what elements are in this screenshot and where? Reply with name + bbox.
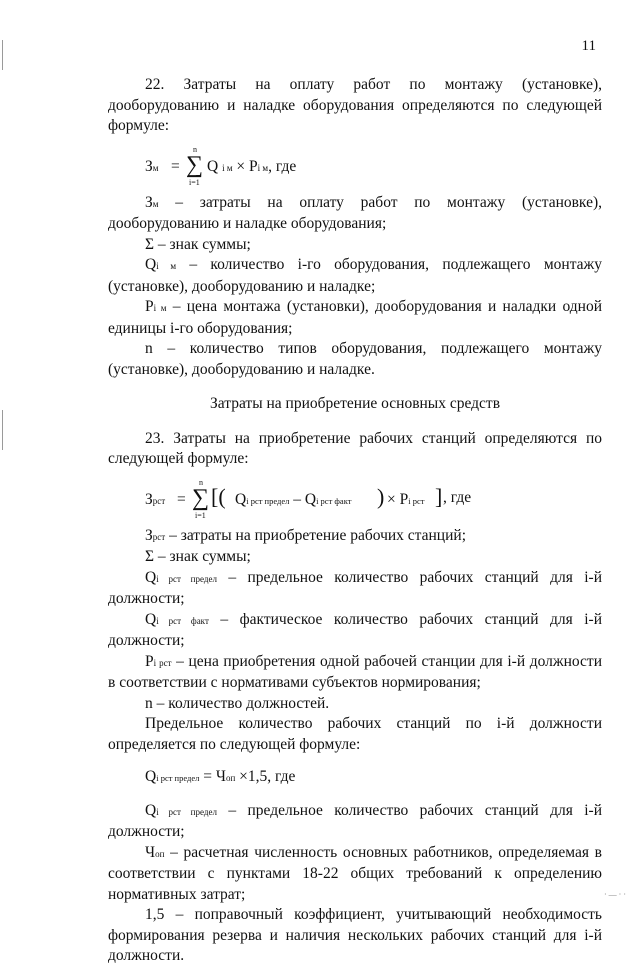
scan-edge-mark-middle [2,410,3,450]
formula-workstation-limit: Qi рст предел = Чоп ×1,5, где [145,768,296,785]
formula-open-bracket: [( [211,483,226,509]
section-23-intro: 23. Затраты на приобретение рабочих станций определяются по следующей формуле: [108,429,602,467]
formula-workstation-costs [145,476,602,520]
def-p-rst: Pi рст – цена приобретения одной рабочей станции для i-й должности в соответствии с нормативами субъектов нормирования; [108,652,602,691]
document-body [108,75,602,967]
formula-lhs-rst: Зрст [145,490,166,508]
def-sigma-23: Σ – знак суммы; [145,548,251,565]
formula-installation-costs [145,143,602,187]
page-number: 11 [581,38,596,54]
def-sigma-22: Σ – знак суммы; [145,235,251,253]
sum-sign-rst: ∑ [192,484,210,511]
def-coefficient: 1,5 – поправочный коэффициент, учитывающий необходимость формирования резерва и наличия нескольких рабочих станций для i-й должности. [108,906,602,964]
formula-equals: = [171,157,180,175]
formula-q-limit-term: Qi рст предел – Qi рст факт [235,490,352,508]
formula-close-bracket: ] [435,483,443,509]
formula-close-paren: ) [377,483,385,509]
def-n-23: n – количество должностей. [145,694,330,712]
def-n-22: n – количество типов оборудования, подлежащего монтажу (установке), дооборудованию и наладке. [108,340,602,378]
def-q-i-m: Qi м – количество i-го оборудования, подлежащего монтажу (установке), дооборудованию и наладке; [108,256,602,295]
section-heading: Затраты на приобретение основных средств [209,395,501,412]
def-p-i-m: Pi м – цена монтажа (установки), дооборудования и наладки одной единицы i-го оборудования; [108,298,602,337]
sum-sign: ∑ [186,151,204,178]
def-z-m: Зм – затраты на оплату работ по монтажу (установке), дооборудованию и наладке оборудования; [108,193,602,232]
sum-upper-limit-rst: n [199,477,203,487]
section-22-intro: 22. Затраты на оплату работ по монтажу (установке), дооборудованию и наладке оборудования определяются по следующей формуле: [108,76,602,134]
sum-upper-limit: n [193,144,197,154]
def-q-fact: Qi рст факт – фактическое количество рабочих станций для i-й должности; [108,610,602,649]
sum-lower-limit-rst: i=1 [195,510,206,520]
formula-lhs: Зм [145,157,159,175]
def-z-rst: Зрст – затраты на приобретение рабочих станций; [145,526,466,544]
formula-price-term: × Pi рст [387,490,425,508]
sum-lower-limit: i=1 [189,177,200,187]
scan-corner-artifact: · — · · [604,890,626,899]
formula-tail: , где [443,488,472,506]
formula-equals-rst: = [177,490,186,508]
limit-formula-intro: Предельное количество рабочих станций по i-й должности определяется по следующей формуле: [108,715,602,753]
def-ch-op: Чоп – расчетная численность основных работников, определяемая в соответствии с пунктами 18-22 общих требований к определению нормативных затрат; [108,843,602,903]
formula-q-term: Q i м × Pi м, где [207,157,297,175]
def-q-limit-2: Qi рст предел – предельное количество рабочих станций для i-й должности; [108,801,602,840]
def-q-limit: Qi рст предел – предельное количество рабочих станций для i-й должности; [108,568,602,607]
scan-edge-mark-top [2,40,3,70]
